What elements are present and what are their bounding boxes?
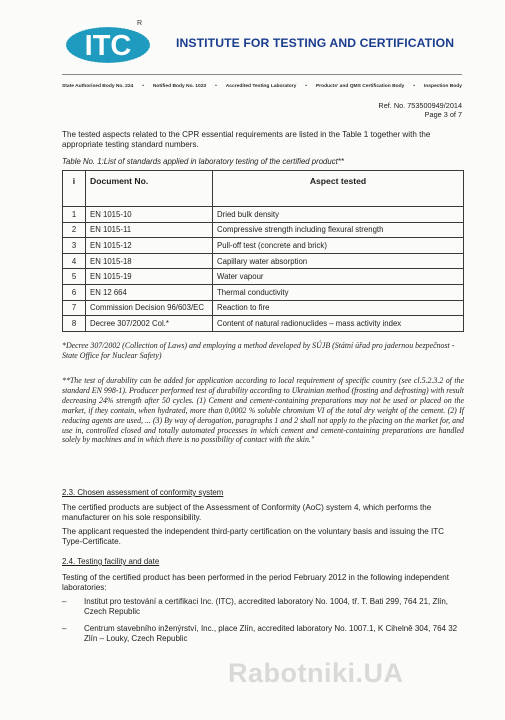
row-document: EN 1015-12	[86, 238, 213, 254]
row-index: 5	[63, 269, 86, 285]
table-row	[63, 316, 464, 332]
accreditation-item: Inspection Body	[423, 84, 462, 89]
accreditation-item: Products' and QMS Certification Body	[315, 84, 405, 89]
row-index: 2	[63, 222, 86, 238]
testing-facility-paragraph: Testing of the certified product has been performed in the period February 2012 in the following independent laboratories:	[62, 573, 449, 592]
row-index: 3	[63, 238, 86, 254]
accreditation-separator: •	[142, 84, 144, 89]
header-divider	[62, 74, 462, 75]
row-aspect: Pull-off test (concrete and brick)	[213, 238, 464, 254]
column-header-index: i	[63, 171, 86, 207]
lab-list-item-text: Institut pro testování a certifikaci Inc. (ITC), accredited laboratory No. 1004, tř. T. Bati 299, 764 21, Zlín, Czech Republic	[84, 597, 449, 616]
table-header-row	[63, 171, 464, 207]
lab-list-item	[62, 624, 464, 646]
row-document: EN 1015-18	[86, 253, 213, 269]
accreditation-item: State Authorised Body No. 224	[62, 84, 134, 89]
lab-list-item-text: Centrum stavebního inženýrství, Inc., place Zlín, accredited laboratory No. 1007.1, K Cihelně 304, 764 32 Zlín – Louky, Czech Republic	[84, 624, 458, 643]
row-document: EN 1015-10	[86, 207, 213, 223]
table-row	[63, 300, 464, 316]
table-row	[63, 207, 464, 223]
row-aspect: Capillary water absorption	[213, 253, 464, 269]
column-header-aspect: Aspect tested	[213, 171, 464, 207]
reference-block	[378, 101, 462, 119]
table-row	[63, 253, 464, 269]
row-document: EN 1015-11	[86, 222, 213, 238]
page-number: Page 3 of 7	[424, 110, 462, 119]
row-index: 4	[63, 253, 86, 269]
row-index: 7	[63, 300, 86, 316]
row-index: 1	[63, 207, 86, 223]
reference-number: Ref. No. 753500949/2014	[378, 101, 462, 110]
row-aspect: Compressive strength including flexural strength	[213, 222, 464, 238]
lab-list-item	[62, 597, 464, 619]
logo-text: ITC	[84, 30, 132, 62]
accreditation-separator: •	[413, 84, 415, 89]
row-aspect: Water vapour	[213, 269, 464, 285]
row-document: Decree 307/2002 Col.*	[86, 316, 213, 332]
accreditation-item: Notified Body No. 1023	[152, 84, 207, 89]
accreditation-item: Accredited Testing Laboratory	[225, 84, 297, 89]
watermark: Rabotniki.UA	[228, 658, 404, 688]
row-document: EN 1015-19	[86, 269, 213, 285]
column-header-document: Document No.	[86, 171, 213, 207]
table-row	[63, 284, 464, 300]
accreditation-separator: •	[215, 84, 217, 89]
row-document: Commission Decision 96/603/EC	[86, 300, 213, 316]
durability-footnote: **The test of durability can be added for application according to local requirement of specific country (see cl.5.2.3.2 of the standard EN 998-1). Producer performed test of durability according to Ukrainian method (frosting and defrosting) with result decreasing 24% strength after 50 cycles. (1) Cement and cement-containing preparations may not be used or placed on the market, if they contain, when hydrated, more than 0,0002 % soluble chromium VI of the total dry weight of the cement. (2) If reducing agents are used, ... (3) By way of derogation, paragraphs 1 and 2 shall not apply to the placing on the market for, and use in, controlled closed and totally automated processes in which cement and cement-containing preparations are handled solely by machines and in which there is no possibility of contact with the skin."	[62, 376, 464, 445]
conformity-paragraph-1: The certified products are subject of the Assessment of Conformity (AoC) system 4, which performs the manufacturer on his sole responsibility.	[62, 503, 432, 522]
row-index: 8	[63, 316, 86, 332]
registered-mark: R	[137, 20, 143, 27]
row-aspect: Content of natural radionuclides – mass activity index	[213, 316, 464, 332]
decree-footnote: *Decree 307/2002 (Collection of Laws) and employing a method developed by SÚJB (Státní úřad pro jadernou bezpečnost - State Office for Nuclear Safety)	[62, 341, 455, 360]
accreditation-separator: •	[305, 84, 307, 89]
list-dash: –	[62, 624, 67, 633]
row-aspect: Thermal conductivity	[213, 284, 464, 300]
institute-title: INSTITUTE FOR TESTING AND CERTIFICATION	[176, 36, 455, 50]
table-row	[63, 269, 464, 285]
section-heading-testing-facility: 2.4. Testing facility and date	[62, 557, 160, 566]
standards-table	[62, 170, 464, 332]
row-index: 6	[63, 284, 86, 300]
table-row	[63, 222, 464, 238]
accreditation-line	[62, 84, 462, 89]
list-dash: –	[62, 597, 67, 606]
row-document: EN 12 664	[86, 284, 213, 300]
section-heading-conformity: 2.3. Chosen assessment of conformity system	[62, 488, 224, 497]
conformity-paragraph-2: The applicant requested the independent third-party certification on the voluntary basis and issuing the ITC Type-Certificate.	[62, 527, 444, 546]
itc-logo	[62, 24, 154, 66]
row-aspect: Dried bulk density	[213, 207, 464, 223]
intro-paragraph: The tested aspects related to the CPR essential requirements are listed in the Table 1 together with the appropriate testing standard numbers.	[62, 130, 431, 149]
row-aspect: Reaction to fire	[213, 300, 464, 316]
table-row	[63, 238, 464, 254]
table-caption: Table No. 1:List of standards applied in laboratory testing of the certified product**	[62, 157, 344, 166]
